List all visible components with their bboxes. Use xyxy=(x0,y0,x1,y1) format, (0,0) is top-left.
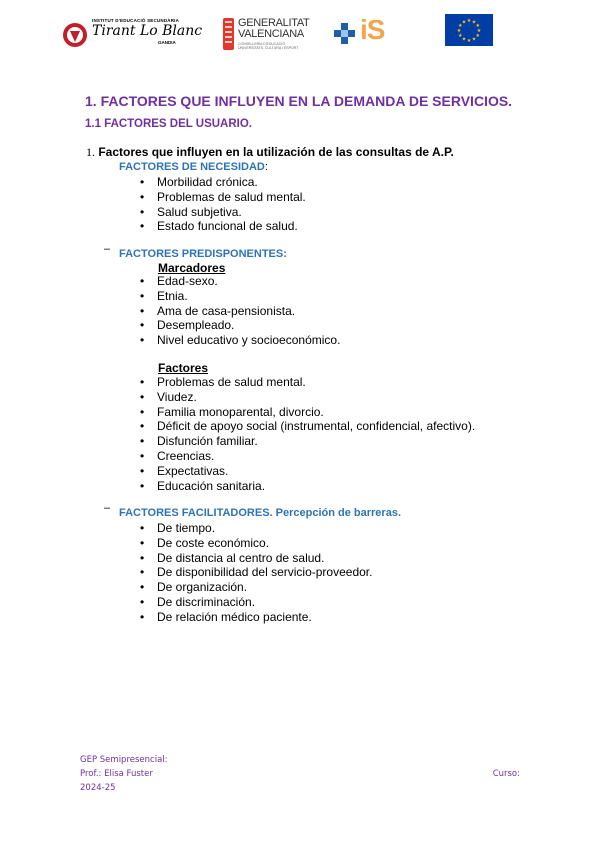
necesidad-colon: : xyxy=(264,161,268,173)
svg-text:★: ★ xyxy=(471,19,477,26)
factores-item: • Disfunción familiar. xyxy=(140,434,475,449)
svg-text:★: ★ xyxy=(475,23,480,29)
factores-list xyxy=(140,375,475,493)
generalitat-line2: VALENCIANA xyxy=(238,28,304,40)
svg-text:★: ★ xyxy=(458,23,463,29)
generalitat-line1: GENERALITAT xyxy=(238,17,310,29)
facilitadores-item: • De distancia al centro de salud. xyxy=(140,551,372,566)
intro-number: 1. xyxy=(86,145,95,159)
necesidad-item: • Problemas de salud mental. xyxy=(140,190,306,205)
necesidad-heading xyxy=(119,161,268,173)
factores-item: • Familia monoparental, divorcio. xyxy=(140,405,475,420)
intro-text: Factores que influyen en la utilización de las consultas de A.P. xyxy=(98,145,454,159)
necesidad-heading-text: FACTORES DE NECESIDAD xyxy=(119,161,265,173)
eu-stars-icon xyxy=(445,14,493,46)
marcadores-item: • Ama de casa-pensionista. xyxy=(140,304,340,319)
svg-text:★: ★ xyxy=(461,19,467,26)
school-logo-top: INSTITUT D'EDUCACIÓ SECUNDÀRIA xyxy=(92,18,180,23)
factores-item: • Educación sanitaria. xyxy=(140,479,475,494)
is-logo-text: iS xyxy=(360,14,385,45)
is-logo xyxy=(332,14,398,50)
school-emblem-icon xyxy=(62,22,88,48)
facilitadores-item: • De discriminación. xyxy=(140,595,372,610)
factores-item: • Viudez. xyxy=(140,390,475,405)
predisponentes-heading: FACTORES PREDISPONENTES: xyxy=(119,248,287,260)
facilitadores-item: • De organización. xyxy=(140,580,372,595)
facilitadores-item: • De disponibilidad del servicio-proveedor. xyxy=(140,565,372,580)
factores-item: • Déficit de apoyo social (instrumental, confidencial, afectivo). xyxy=(140,419,475,434)
facilitadores-item: • De tiempo. xyxy=(140,521,372,536)
facilitadores-item: • De relación médico paciente. xyxy=(140,610,372,625)
marcadores-label: Marcadores xyxy=(158,261,226,275)
page-footer xyxy=(80,753,520,795)
is-cross-icon xyxy=(332,21,358,49)
intro-line xyxy=(86,145,454,160)
facilitadores-heading: FACTORES FACILITADORES. Percepción de barreras. xyxy=(119,507,401,519)
svg-text:★: ★ xyxy=(461,36,467,43)
factores-item: • Creencias. xyxy=(140,449,475,464)
facilitadores-dash: – xyxy=(104,502,111,514)
generalitat-emblem-icon xyxy=(221,16,236,52)
footer-year: 2024-25 xyxy=(80,783,116,793)
factores-label: Factores xyxy=(158,361,209,375)
factores-item: • Expectativas. xyxy=(140,464,475,479)
necesidad-item: • Morbilidad crónica. xyxy=(140,175,306,190)
svg-text:★: ★ xyxy=(476,28,482,34)
page-title: 1. FACTORES QUE INFLUYEN EN LA DEMANDA DE SERVICIOS. xyxy=(85,93,513,109)
footer-curso: Curso: xyxy=(492,769,520,779)
school-logo-city: GANDIA xyxy=(158,40,176,45)
footer-course: GEP Semipresencial: xyxy=(80,755,168,765)
footer-teacher: Prof.: Elisa Fuster xyxy=(80,769,153,779)
svg-text:★: ★ xyxy=(475,33,480,39)
facilitadores-item: • De coste económico. xyxy=(140,536,372,551)
marcadores-item: • Desempleado. xyxy=(140,318,340,333)
necesidad-item: • Salud subjetiva. xyxy=(140,205,306,220)
school-logo xyxy=(62,18,203,52)
marcadores-item: • Etnia. xyxy=(140,289,340,304)
marcadores-item: • Nivel educativo y socioeconómico. xyxy=(140,333,340,348)
generalitat-logo xyxy=(221,16,310,52)
marcadores-list xyxy=(140,274,340,348)
svg-text:★: ★ xyxy=(456,28,462,34)
school-logo-name: Tirant Lo Blanc xyxy=(92,23,203,39)
necesidad-list xyxy=(140,175,306,234)
eu-flag xyxy=(445,14,493,46)
svg-text:★: ★ xyxy=(466,38,472,44)
svg-text:★: ★ xyxy=(458,33,463,39)
factores-item: • Problemas de salud mental. xyxy=(140,375,475,390)
necesidad-item: • Estado funcional de salud. xyxy=(140,219,306,234)
section-subtitle: 1.1 FACTORES DEL USUARIO. xyxy=(85,118,252,130)
svg-text:★: ★ xyxy=(471,36,477,43)
svg-text:★: ★ xyxy=(466,18,472,24)
page-header xyxy=(0,10,600,55)
facilitadores-list xyxy=(140,521,372,625)
marcadores-item: • Edad-sexo. xyxy=(140,274,340,289)
predisponentes-dash: – xyxy=(104,243,111,255)
generalitat-conselleria: CONSELLERIA D'EDUCACIÓ, UNIVERSITATS, CULTURA I ESPORT xyxy=(238,42,299,50)
